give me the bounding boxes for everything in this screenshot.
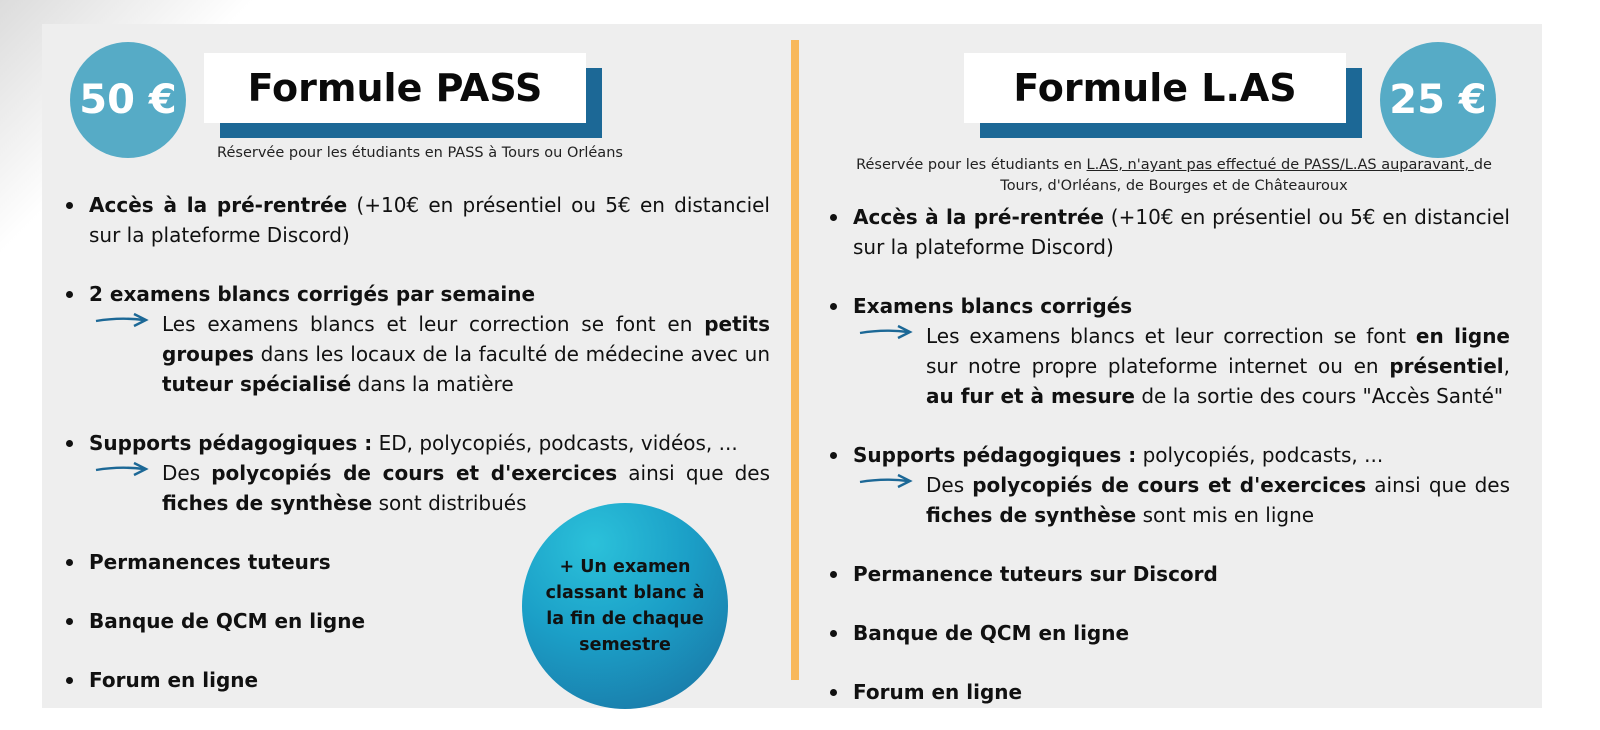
pass-subtitle: Réservée pour les étudiants en PASS à Tours ou Orléans	[217, 145, 623, 161]
pass-title-box	[204, 53, 586, 123]
pass-supports-detail: Des polycopiés de cours et d'exercices ainsi que des fiches de synthèse sont distribués	[89, 458, 770, 518]
las-exams-detail: Les examens blancs et leur correction se font en ligne sur notre propre plateforme internet ou en présentiel, au fur et à mesure de la sortie des cours "Accès Santé"	[853, 321, 1510, 411]
las-title-box	[964, 53, 1346, 123]
las-feature-forum: Forum en ligne	[826, 677, 1510, 707]
las-feature-prerentree: Accès à la pré-rentrée (+10€ en présentiel ou 5€ en distanciel sur la plateforme Discord)	[826, 202, 1510, 262]
las-title: Formule L.AS	[1013, 66, 1297, 110]
las-subtitle: Réservée pour les étudiants en L.AS, n'ayant pas effectué de PASS/L.AS auparavant, de Tours, d'Orléans, de Bourges et de Châteauroux	[856, 157, 1492, 194]
right-arrow-icon	[94, 460, 150, 478]
pass-feature-forum: Forum en ligne	[62, 665, 770, 695]
las-feature-list	[826, 202, 1510, 707]
pass-title: Formule PASS	[247, 66, 543, 110]
las-price-badge	[1380, 42, 1496, 158]
pass-price: 50 €	[79, 77, 177, 123]
pass-feature-exams: 2 examens blancs corrigés par semaine Les examens blancs et leur correction se font en petits groupes dans les locaux de la faculté de médecine avec un tuteur spécialisé dans la matière	[62, 279, 770, 399]
las-feature-supports: Supports pédagogiques : polycopiés, podcasts, ... Des polycopiés de cours et d'exercices ainsi que des fiches de synthèse sont mis en ligne	[826, 440, 1510, 530]
pass-exams-detail: Les examens blancs et leur correction se font en petits groupes dans les locaux de la faculté de médecine avec un tuteur spécialisé dans la matière	[89, 309, 770, 399]
column-divider	[791, 40, 799, 680]
right-arrow-icon	[858, 472, 914, 490]
pass-feature-prerentree: Accès à la pré-rentrée (+10€ en présentiel ou 5€ en distanciel sur la plateforme Discord)	[62, 190, 770, 250]
right-arrow-icon	[94, 311, 150, 329]
pass-feature-qcm: Banque de QCM en ligne	[62, 606, 770, 636]
pass-feature-permanences: Permanences tuteurs	[62, 547, 770, 577]
las-price: 25 €	[1389, 77, 1487, 123]
pass-price-badge	[70, 42, 186, 158]
las-feature-permanences: Permanence tuteurs sur Discord	[826, 559, 1510, 589]
las-supports-detail: Des polycopiés de cours et d'exercices ainsi que des fiches de synthèse sont mis en ligne	[853, 470, 1510, 530]
exam-badge: + Un examen classant blanc à la fin de chaque semestre	[522, 503, 728, 709]
las-feature-qcm: Banque de QCM en ligne	[826, 618, 1510, 648]
las-feature-exams: Examens blancs corrigés Les examens blancs et leur correction se font en ligne sur notre propre plateforme internet ou en présentiel, au fur et à mesure de la sortie des cours "Accès Santé"	[826, 291, 1510, 411]
pass-feature-supports: Supports pédagogiques : ED, polycopiés, podcasts, vidéos, ... Des polycopiés de cours et d'exercices ainsi que des fiches de synthèse sont distribués	[62, 428, 770, 518]
right-arrow-icon	[858, 323, 914, 341]
